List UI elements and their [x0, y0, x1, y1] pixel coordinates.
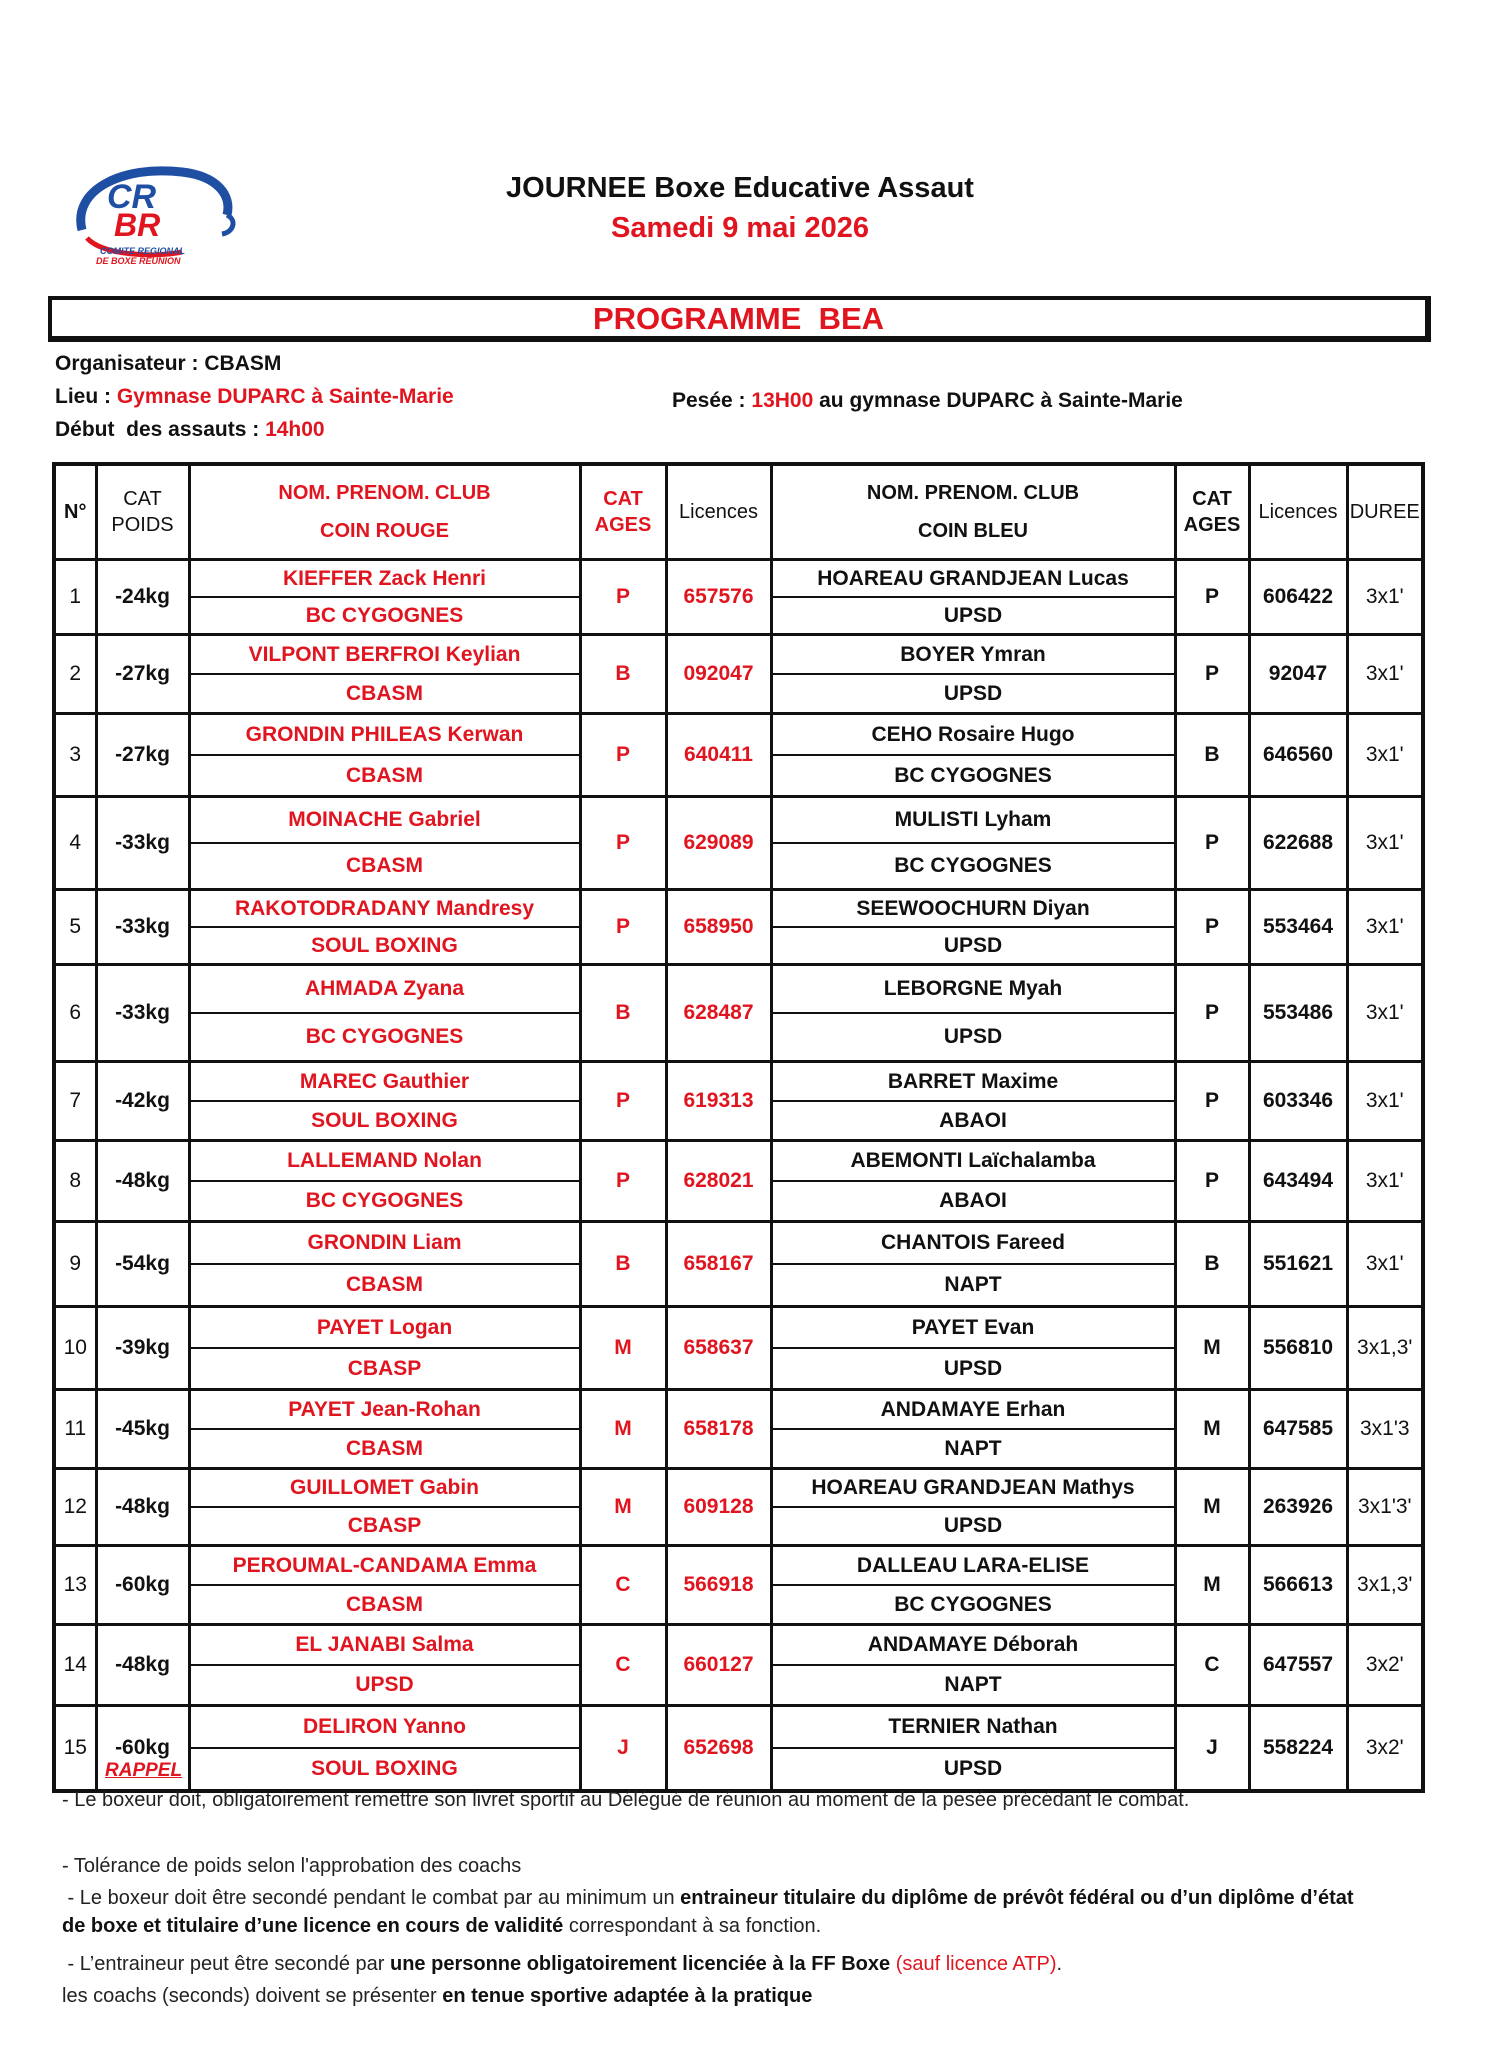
svg-text:DE BOXE REUNION: DE BOXE REUNION: [96, 256, 181, 266]
weight-category: -27kg: [96, 714, 189, 797]
bout-duration: 3x1': [1347, 965, 1423, 1062]
boxer-cell: [771, 714, 1175, 797]
boxer-cell: [771, 1625, 1175, 1706]
red-age-category: P: [580, 797, 666, 890]
header-licences-rouge: Licences: [666, 464, 771, 560]
bout-number: 14: [54, 1625, 96, 1706]
weight-category: -48kg: [96, 1625, 189, 1706]
blue-boxer-club: UPSD: [943, 1025, 1003, 1048]
boxer-cell: [771, 1222, 1175, 1307]
table-row: [54, 1546, 1423, 1625]
red-boxer-club: SOUL BOXING: [311, 1108, 458, 1132]
organisateur-line: [55, 352, 281, 376]
red-age-category: B: [580, 1222, 666, 1307]
bout-duration: 3x2': [1347, 1706, 1423, 1792]
rappel-line-1: - Le boxeur doit, obligatoirement remettre son livret sportif au Délégué de réunion au moment de la pesée précédant le combat.: [62, 1789, 1190, 1811]
blue-age-category: P: [1175, 797, 1249, 890]
table-row: [54, 1141, 1423, 1222]
blue-boxer-name: BARRET Maxime: [773, 1063, 1174, 1102]
red-boxer-club: CBASM: [346, 681, 423, 705]
boxer-cell: [771, 1390, 1175, 1469]
red-licence: 658637: [666, 1307, 771, 1390]
red-age-category: M: [580, 1469, 666, 1546]
blue-licence: 566613: [1249, 1546, 1347, 1625]
red-boxer-name: GUILLOMET Gabin: [191, 1470, 579, 1508]
boxer-cell: [771, 1546, 1175, 1625]
blue-boxer-name: ANDAMAYE Erhan: [773, 1391, 1174, 1430]
boxer-cell: [771, 965, 1175, 1062]
header-coin-rouge: [189, 464, 580, 560]
header-cat-poids-1: CAT: [123, 488, 162, 510]
boxer-cell: [189, 635, 580, 714]
blue-boxer-club: UPSD: [943, 1356, 1003, 1380]
rappel-line-5c: (sauf licence ATP): [890, 1953, 1057, 1975]
bout-number: 10: [54, 1307, 96, 1390]
red-boxer-club: CBASP: [347, 1514, 422, 1537]
blue-boxer-name: CEHO Rosaire Hugo: [773, 715, 1174, 756]
blue-licence: 553464: [1249, 890, 1347, 965]
red-boxer-club: CBASM: [346, 1273, 423, 1296]
programme-table: [52, 462, 1425, 1793]
header-bleu-2: COIN BLEU: [918, 520, 1028, 542]
bout-duration: 3x1': [1347, 1062, 1423, 1141]
red-licence: 619313: [666, 1062, 771, 1141]
bout-duration: 3x1': [1347, 797, 1423, 890]
red-boxer-name: PAYET Logan: [191, 1308, 579, 1349]
blue-boxer-club: ABAOI: [939, 1189, 1007, 1212]
blue-boxer-name: BOYER Ymran: [773, 636, 1174, 675]
organisateur-value: CBASM: [204, 352, 282, 375]
red-licence: 660127: [666, 1625, 771, 1706]
red-age-category: C: [580, 1546, 666, 1625]
crbr-logo: [62, 160, 242, 280]
red-age-category: P: [580, 1062, 666, 1141]
blue-licence: 263926: [1249, 1469, 1347, 1546]
boxer-cell: [771, 635, 1175, 714]
red-age-category: M: [580, 1307, 666, 1390]
blue-boxer-name: LEBORGNE Myah: [773, 966, 1174, 1014]
blue-age-category: P: [1175, 890, 1249, 965]
table-row: [54, 1390, 1423, 1469]
table-row: [54, 1307, 1423, 1390]
table-body: [54, 560, 1423, 1792]
red-age-category: P: [580, 714, 666, 797]
blue-boxer-name: SEEWOOCHURN Diyan: [773, 891, 1174, 928]
header-licences-bleu: Licences: [1249, 464, 1347, 560]
bout-number: 12: [54, 1469, 96, 1546]
bout-duration: 3x2': [1347, 1625, 1423, 1706]
red-boxer-club: SOUL BOXING: [311, 1757, 458, 1780]
weight-category: -48kg: [96, 1469, 189, 1546]
svg-text:COMITE REGIONAL: COMITE REGIONAL: [100, 246, 185, 256]
blue-licence: 606422: [1249, 560, 1347, 635]
red-boxer-name: LALLEMAND Nolan: [191, 1142, 579, 1182]
table-row: [54, 1625, 1423, 1706]
red-boxer-club: SOUL BOXING: [311, 933, 458, 957]
blue-licence: 558224: [1249, 1706, 1347, 1792]
table-row: [54, 560, 1423, 635]
bout-duration: 3x1,3': [1347, 1307, 1423, 1390]
red-licence: 092047: [666, 635, 771, 714]
red-boxer-name: KIEFFER Zack Henri: [191, 561, 579, 598]
red-boxer-club: BC CYGOGNES: [305, 1025, 464, 1048]
red-boxer-name: PEROUMAL-CANDAMA Emma: [191, 1547, 579, 1586]
table-row: [54, 1706, 1423, 1792]
red-age-category: B: [580, 965, 666, 1062]
blue-age-category: P: [1175, 965, 1249, 1062]
header-coin-bleu: [771, 464, 1175, 560]
table-row: [54, 1469, 1423, 1546]
boxer-cell: [189, 1222, 580, 1307]
rappel-line-5: [62, 1953, 1062, 1976]
red-boxer-club: CBASM: [346, 1592, 423, 1616]
red-licence: 657576: [666, 560, 771, 635]
red-boxer-club: CBASM: [346, 1436, 423, 1460]
red-age-category: P: [580, 890, 666, 965]
table-row: [54, 635, 1423, 714]
red-boxer-club: CBASP: [347, 1356, 422, 1380]
boxer-cell: [189, 797, 580, 890]
blue-age-category: P: [1175, 560, 1249, 635]
red-age-category: C: [580, 1625, 666, 1706]
blue-boxer-club: BC CYGOGNES: [894, 854, 1052, 877]
weight-category: -33kg: [96, 890, 189, 965]
svg-text:BR: BR: [114, 207, 161, 243]
blue-age-category: B: [1175, 1222, 1249, 1307]
red-boxer-name: EL JANABI Salma: [191, 1626, 579, 1666]
red-licence: 628487: [666, 965, 771, 1062]
weight-category: -39kg: [96, 1307, 189, 1390]
header-cat-poids: [96, 464, 189, 560]
boxer-cell: [189, 965, 580, 1062]
boxer-cell: [771, 560, 1175, 635]
lieu-line: [55, 385, 454, 409]
bout-duration: 3x1': [1347, 890, 1423, 965]
bout-number: 11: [54, 1390, 96, 1469]
blue-licence: 622688: [1249, 797, 1347, 890]
red-licence: 658950: [666, 890, 771, 965]
blue-boxer-name: HOAREAU GRANDJEAN Lucas: [773, 561, 1174, 598]
red-licence: 628021: [666, 1141, 771, 1222]
boxer-cell: [189, 1625, 580, 1706]
red-boxer-club: BC CYGOGNES: [305, 603, 464, 627]
rappel-line-3a: - Le boxeur doit être secondé pendant le combat par au minimum un: [62, 1887, 681, 1909]
blue-licence: 556810: [1249, 1307, 1347, 1390]
rappel-line-2: - Tolérance de poids selon l'approbation des coachs: [62, 1855, 522, 1877]
blue-age-category: P: [1175, 1062, 1249, 1141]
header-rouge-2: COIN ROUGE: [320, 520, 449, 542]
red-boxer-name: AHMADA Zyana: [191, 966, 579, 1014]
blue-boxer-club: ABAOI: [939, 1108, 1007, 1132]
blue-boxer-club: BC CYGOGNES: [894, 1592, 1052, 1616]
bout-number: 8: [54, 1141, 96, 1222]
rappel-line-5a: - L’entraineur peut être secondé par: [62, 1953, 390, 1975]
blue-licence: 647557: [1249, 1625, 1347, 1706]
bout-number: 1: [54, 560, 96, 635]
boxer-cell: [771, 1307, 1175, 1390]
red-age-category: B: [580, 635, 666, 714]
red-age-category: J: [580, 1706, 666, 1792]
bout-duration: 3x1': [1347, 1141, 1423, 1222]
boxer-cell: [771, 1706, 1175, 1792]
blue-licence: 603346: [1249, 1062, 1347, 1141]
bout-duration: 3x1': [1347, 560, 1423, 635]
blue-boxer-name: HOAREAU GRANDJEAN Mathys: [773, 1470, 1174, 1508]
boxer-cell: [189, 1469, 580, 1546]
table-row: [54, 797, 1423, 890]
table-row: [54, 890, 1423, 965]
weight-category: -33kg: [96, 797, 189, 890]
bout-duration: 3x1,3': [1347, 1546, 1423, 1625]
debut-label: Début des assauts :: [55, 418, 266, 441]
debut-line: [55, 418, 325, 442]
boxer-cell: [189, 890, 580, 965]
boxer-cell: [189, 1062, 580, 1141]
bout-number: 4: [54, 797, 96, 890]
event-title: JOURNEE Boxe Educative Assaut: [506, 172, 974, 204]
red-boxer-name: VILPONT BERFROI Keylian: [191, 636, 579, 675]
bout-number: 3: [54, 714, 96, 797]
blue-licence: 643494: [1249, 1141, 1347, 1222]
blue-boxer-name: MULISTI Lyham: [773, 798, 1174, 844]
blue-age-category: M: [1175, 1390, 1249, 1469]
rappel-line-6b: en tenue sportive adaptée à la pratique: [442, 1985, 813, 2007]
red-licence: 658178: [666, 1390, 771, 1469]
boxer-cell: [771, 1141, 1175, 1222]
header-rouge-1: NOM. PRENOM. CLUB: [278, 482, 491, 504]
blue-boxer-club: NAPT: [944, 1436, 1002, 1460]
blue-age-category: M: [1175, 1546, 1249, 1625]
bout-number: 2: [54, 635, 96, 714]
red-age-category: P: [580, 560, 666, 635]
rappel-line-5d: .: [1056, 1953, 1063, 1975]
blue-boxer-name: ABEMONTI Laïchalamba: [773, 1142, 1174, 1182]
boxer-cell: [771, 890, 1175, 965]
lieu-label: Lieu :: [55, 385, 117, 408]
programme-label: PROGRAMME BEA: [592, 301, 885, 336]
header-duree: DUREE: [1347, 464, 1423, 560]
red-boxer-club: BC CYGOGNES: [305, 1189, 464, 1212]
rappel-line-6: [62, 1985, 812, 2008]
rappel-line-4: [62, 1915, 821, 1938]
blue-boxer-club: UPSD: [943, 681, 1003, 705]
boxer-cell: [189, 560, 580, 635]
red-licence: 658167: [666, 1222, 771, 1307]
header-cat-ages-b1: CAT: [1192, 488, 1232, 510]
red-boxer-name: MOINACHE Gabriel: [191, 798, 579, 844]
blue-age-category: J: [1175, 1706, 1249, 1792]
header-cat-ages-rouge: [580, 464, 666, 560]
blue-boxer-name: DALLEAU LARA-ELISE: [773, 1547, 1174, 1586]
blue-boxer-name: CHANTOIS Fareed: [773, 1223, 1174, 1265]
blue-boxer-club: BC CYGOGNES: [894, 763, 1052, 787]
bout-number: 5: [54, 890, 96, 965]
red-licence: 640411: [666, 714, 771, 797]
weight-category: -60kg: [96, 1546, 189, 1625]
rappel-title: RAPPEL: [105, 1760, 183, 1781]
red-boxer-club: UPSD: [355, 1673, 414, 1696]
debut-value: 14h00: [265, 418, 325, 441]
rappel-line-3b: entraineur titulaire du diplôme de prévôt fédéral ou d’un diplôme d’état: [680, 1887, 1354, 1909]
blue-licence: 553486: [1249, 965, 1347, 1062]
blue-boxer-name: ANDAMAYE Déborah: [773, 1626, 1174, 1666]
rappel-line-4b: correspondant à sa fonction.: [563, 1915, 822, 1937]
weight-category: -42kg: [96, 1062, 189, 1141]
blue-age-category: M: [1175, 1469, 1249, 1546]
bout-number: 6: [54, 965, 96, 1062]
bout-number: 13: [54, 1546, 96, 1625]
boxer-cell: [771, 797, 1175, 890]
blue-boxer-club: UPSD: [943, 603, 1003, 627]
pesee-time: 13H00: [751, 389, 814, 412]
rappel-line-4a: de boxe et titulaire d’une licence en cours de validité: [62, 1915, 564, 1937]
boxer-cell: [189, 714, 580, 797]
table-header-row: [54, 464, 1423, 560]
rappel-line-3: [62, 1887, 1354, 1910]
red-boxer-club: CBASM: [346, 763, 423, 787]
bout-duration: 3x1'3: [1347, 1390, 1423, 1469]
boxer-cell: [771, 1469, 1175, 1546]
blue-licence: 92047: [1249, 635, 1347, 714]
blue-licence: 646560: [1249, 714, 1347, 797]
blue-age-category: M: [1175, 1307, 1249, 1390]
header-cat-ages-b2: AGES: [1183, 514, 1241, 536]
boxer-cell: [189, 1141, 580, 1222]
svg-text:CR: CR: [107, 178, 157, 216]
blue-age-category: B: [1175, 714, 1249, 797]
organisateur-label: Organisateur :: [55, 352, 205, 375]
lieu-value: Gymnase DUPARC à Sainte-Marie: [116, 385, 454, 408]
programme-title: [48, 296, 1431, 342]
weight-category: -60kg: [96, 1706, 189, 1792]
blue-boxer-club: UPSD: [943, 1514, 1003, 1537]
red-boxer-name: DELIRON Yanno: [191, 1707, 579, 1749]
table-row: [54, 714, 1423, 797]
red-age-category: P: [580, 1141, 666, 1222]
boxer-cell: [189, 1307, 580, 1390]
boxer-cell: [189, 1706, 580, 1792]
rappel-line-5b: une personne obligatoirement licenciée à la FF Boxe: [390, 1953, 891, 1975]
bout-duration: 3x1'3': [1347, 1469, 1423, 1546]
boxer-cell: [189, 1390, 580, 1469]
table-row: [54, 1222, 1423, 1307]
red-boxer-name: PAYET Jean-Rohan: [191, 1391, 579, 1430]
event-date: Samedi 9 mai 2026: [611, 212, 869, 244]
rappel-line-6a: les coachs (seconds) doivent se présenter: [62, 1985, 443, 2007]
bout-duration: 3x1': [1347, 635, 1423, 714]
weight-category: -33kg: [96, 965, 189, 1062]
blue-licence: 551621: [1249, 1222, 1347, 1307]
header-num: N°: [54, 464, 96, 560]
weight-category: -54kg: [96, 1222, 189, 1307]
weight-category: -48kg: [96, 1141, 189, 1222]
bout-duration: 3x1': [1347, 1222, 1423, 1307]
red-boxer-club: CBASM: [346, 854, 423, 877]
bout-number: 15: [54, 1706, 96, 1792]
red-boxer-name: RAKOTODRADANY Mandresy: [191, 891, 579, 928]
table-row: [54, 965, 1423, 1062]
red-licence: 629089: [666, 797, 771, 890]
blue-boxer-club: UPSD: [943, 1757, 1003, 1780]
bout-number: 7: [54, 1062, 96, 1141]
bout-duration: 3x1': [1347, 714, 1423, 797]
header-cat-ages-2: AGES: [594, 514, 652, 536]
blue-licence: 647585: [1249, 1390, 1347, 1469]
weight-category: -27kg: [96, 635, 189, 714]
blue-boxer-club: NAPT: [944, 1273, 1002, 1296]
blue-age-category: C: [1175, 1625, 1249, 1706]
blue-boxer-name: TERNIER Nathan: [773, 1707, 1174, 1749]
page-header: [400, 168, 1080, 248]
weight-category: -24kg: [96, 560, 189, 635]
bout-number: 9: [54, 1222, 96, 1307]
blue-boxer-name: PAYET Evan: [773, 1308, 1174, 1349]
blue-boxer-club: UPSD: [943, 933, 1003, 957]
red-boxer-name: GRONDIN Liam: [191, 1223, 579, 1265]
red-licence: 652698: [666, 1706, 771, 1792]
boxer-cell: [771, 1062, 1175, 1141]
header-cat-ages-bleu: [1175, 464, 1249, 560]
blue-age-category: P: [1175, 635, 1249, 714]
red-licence: 566918: [666, 1546, 771, 1625]
red-licence: 609128: [666, 1469, 771, 1546]
header-bleu-1: NOM. PRENOM. CLUB: [866, 482, 1080, 504]
header-cat-poids-2: POIDS: [111, 514, 174, 536]
blue-age-category: P: [1175, 1141, 1249, 1222]
red-boxer-name: MAREC Gauthier: [191, 1063, 579, 1102]
pesee-place: au gymnase DUPARC à Sainte-Marie: [813, 389, 1183, 412]
pesee-line: [672, 389, 1183, 413]
table-row: [54, 1062, 1423, 1141]
pesee-label: Pesée :: [672, 389, 752, 412]
blue-boxer-club: NAPT: [944, 1673, 1002, 1696]
boxer-cell: [189, 1546, 580, 1625]
weight-category: -45kg: [96, 1390, 189, 1469]
red-boxer-name: GRONDIN PHILEAS Kerwan: [191, 715, 579, 756]
red-age-category: M: [580, 1390, 666, 1469]
header-cat-ages-1: CAT: [603, 488, 643, 510]
